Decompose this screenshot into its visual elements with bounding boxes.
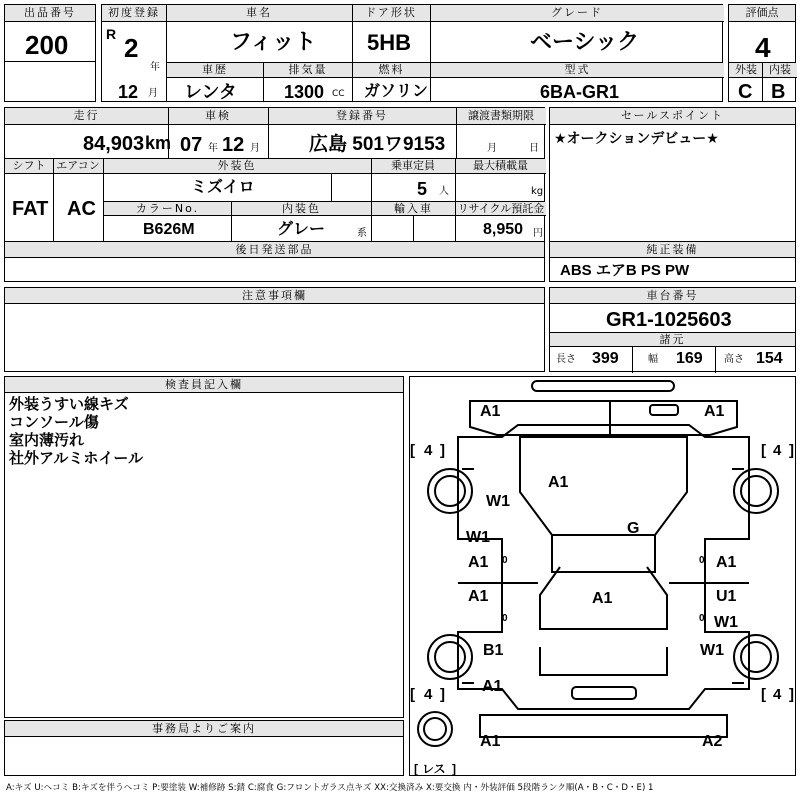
shift: FAT — [12, 198, 49, 220]
tire-tread: 4 — [424, 686, 433, 703]
damage-mark: U1 — [716, 588, 737, 605]
later-parts-header: 後日発送部品 — [5, 242, 544, 258]
equipment-header: 純正装備 — [550, 242, 795, 258]
details-block — [4, 107, 545, 242]
transfer-header: 譲渡書類期限 — [456, 108, 546, 125]
model-code-header: 型式 — [431, 63, 724, 78]
office-notice-cell — [4, 720, 404, 776]
chassis-number: GR1-1025603 — [606, 309, 732, 331]
insp-month-unit: 月 — [250, 143, 260, 154]
damage-mark: W1 — [714, 614, 738, 631]
length-label: 長さ — [556, 354, 576, 365]
shift-header: シフト — [5, 159, 53, 174]
first-reg-month: 12 — [118, 82, 139, 102]
recycle-unit: 円 — [533, 228, 543, 239]
sales-point-cell — [549, 107, 796, 242]
damage-mark: B1 — [483, 642, 504, 659]
displacement-header: 排気量 — [264, 63, 352, 78]
later-parts-cell — [4, 241, 545, 282]
grade: ベーシック — [530, 29, 640, 54]
insp-year-unit: 年 — [208, 143, 218, 154]
recycle-fee: 8,950 — [483, 221, 524, 238]
inspector-header: 検査員記入欄 — [5, 377, 403, 393]
inspector-note: 外装うすい線キズ — [9, 395, 129, 413]
car-diagram-svg — [410, 377, 797, 777]
overall-score: 4 — [755, 32, 771, 63]
inspection-year: 07 — [180, 134, 203, 156]
tire-bracket-fl-close: ] — [440, 442, 445, 459]
color-no: B626M — [143, 221, 195, 238]
door-header: ドア形状 — [352, 5, 430, 22]
transfer-month: 月 — [487, 143, 497, 154]
zero-mark: 0 — [699, 555, 705, 566]
inspector-note: コンソール傷 — [9, 413, 99, 431]
damage-mark: A1 — [482, 678, 503, 695]
tire-bracket-fr: [ — [761, 442, 766, 459]
score-header: 評価点 — [729, 5, 795, 22]
tire-tread: 4 — [773, 442, 782, 459]
cc-unit: CC — [332, 89, 345, 99]
chassis-header: 車台番号 — [550, 288, 795, 304]
inspector-note: 室内薄汚れ — [9, 431, 85, 449]
color-no-header: カラーNo. — [104, 202, 231, 216]
spare-tire: レス — [422, 762, 446, 776]
fuel: ガソリン — [364, 83, 429, 100]
lot-number-header: 出品番号 — [5, 5, 95, 22]
tire-tread: 4 — [424, 442, 433, 459]
damage-mark: A1 — [468, 554, 489, 571]
interior-header: 内装 — [763, 63, 797, 78]
import-header: 輸入車 — [372, 202, 455, 216]
aircon-header: エアコン — [53, 159, 103, 174]
interior-color: グレー — [277, 221, 326, 238]
era: R — [106, 26, 117, 42]
exterior-header: 外装 — [729, 63, 763, 78]
zero-mark: 0 — [502, 555, 508, 566]
sales-point: ★オークションデビュー★ — [554, 131, 719, 147]
fuel-header: 燃料 — [353, 63, 430, 78]
year-unit: 年 — [150, 62, 160, 73]
int-color-header: 内装色 — [232, 202, 371, 216]
spare-bracket: [ — [414, 762, 418, 776]
car-name-header: 車名 — [166, 5, 352, 22]
tire-bracket-rr: [ — [761, 686, 766, 703]
chassis-cell — [549, 287, 796, 372]
tire-bracket-fl: [ — [410, 442, 415, 459]
height: 154 — [756, 350, 783, 367]
damage-mark: A1 — [716, 554, 737, 571]
width-label: 幅 — [648, 354, 658, 365]
inspection-header: 車検 — [168, 108, 268, 125]
month-unit: 月 — [148, 88, 158, 99]
tire-tread: 4 — [773, 686, 782, 703]
length: 399 — [592, 350, 619, 367]
damage-mark: W1 — [466, 529, 490, 546]
damage-diagram — [409, 376, 796, 776]
color-header: 外装色 — [103, 159, 371, 174]
displacement: 1300 — [284, 82, 325, 102]
registration-number: 広島 501ワ9153 — [309, 134, 446, 155]
damage-mark: W1 — [486, 493, 510, 510]
tire-bracket-rr-close: ] — [789, 686, 794, 703]
damage-mark: A1 — [480, 733, 501, 750]
load-unit: kg — [531, 186, 544, 197]
tire-bracket-fr-close: ] — [789, 442, 794, 459]
grade-header: グレード — [430, 5, 724, 22]
damage-mark: A1 — [548, 474, 569, 491]
zero-mark: 0 — [699, 613, 705, 624]
tire-bracket-rl-close: ] — [440, 686, 445, 703]
damage-mark: A2 — [702, 733, 723, 750]
damage-mark: G — [627, 520, 640, 537]
transfer-day: 日 — [529, 143, 539, 154]
inspector-note: 社外アルミホイール — [9, 449, 144, 467]
height-label: 高さ — [724, 354, 744, 365]
damage-mark: A1 — [468, 588, 489, 605]
inspection-month: 12 — [222, 134, 245, 156]
car-name: フィット — [230, 29, 317, 54]
lot-number: 200 — [25, 30, 69, 60]
first-reg-year: 2 — [124, 33, 139, 63]
damage-mark: A1 — [592, 590, 613, 607]
int-color-unit: 系 — [357, 228, 367, 239]
office-header: 事務局よりご案内 — [5, 721, 403, 737]
damage-mark: W1 — [700, 642, 724, 659]
mileage-header: 走行 — [5, 108, 168, 125]
damage-mark: A1 — [480, 403, 501, 420]
registration-header: 登録番号 — [268, 108, 456, 125]
equipment-cell — [549, 241, 796, 282]
door-type: 5HB — [367, 30, 412, 55]
interior-score: B — [771, 81, 786, 103]
spare-bracket-close: ] — [452, 762, 456, 776]
exterior-score: C — [738, 81, 753, 103]
history: レンタ — [184, 82, 237, 102]
capacity-header: 乗車定員 — [371, 159, 455, 174]
exterior-color: ミズイロ — [191, 179, 255, 196]
model-code: 6BA-GR1 — [540, 82, 620, 102]
score-cell — [728, 4, 796, 102]
lot-number-cell — [4, 4, 96, 102]
notes-cell — [4, 287, 545, 372]
tire-bracket-rl: [ — [410, 686, 415, 703]
vehicle-header-block — [101, 4, 723, 102]
zero-mark: 0 — [502, 613, 508, 624]
capacity: 5 — [417, 179, 428, 199]
width: 169 — [676, 350, 703, 367]
specs-header: 諸元 — [550, 333, 795, 347]
aircon: AC — [67, 198, 96, 220]
capacity-unit: 人 — [439, 186, 449, 197]
recycle-header: リサイクル預託金 — [457, 202, 545, 215]
km-unit: km — [145, 133, 172, 153]
equipment: ABS エアB PS PW — [560, 262, 690, 279]
sales-point-header: セールスポイント — [550, 108, 795, 125]
history-header: 車歴 — [167, 63, 263, 78]
notes-header: 注意事項欄 — [5, 288, 544, 304]
mileage: 84,903 — [83, 133, 145, 155]
inspector-notes-cell — [4, 376, 404, 718]
damage-mark: A1 — [704, 403, 725, 420]
first-reg-header: 初度登録 — [102, 5, 166, 22]
max-load-header: 最大積載量 — [455, 159, 546, 174]
legend: A:キズ U:ヘコミ B:キズを伴うヘコミ P:要塗装 W:補修跡 S:錆 C:腐食 G:フロントガラス点キズ XX:交換済み X:要交換 内・外装評価 5段階ランク順(A・B・C・D・E) 1 — [6, 783, 654, 793]
